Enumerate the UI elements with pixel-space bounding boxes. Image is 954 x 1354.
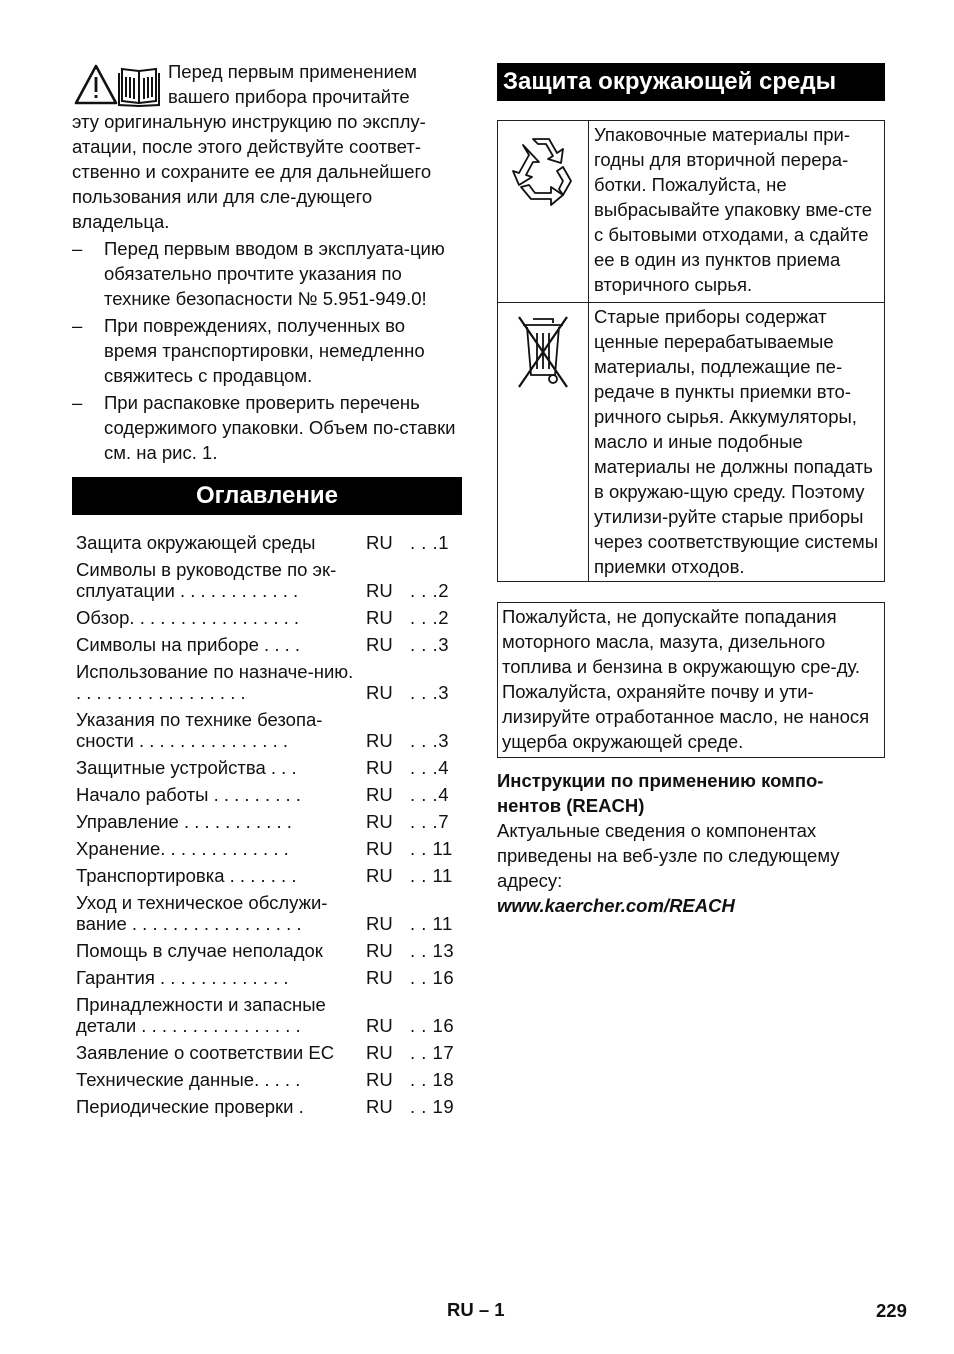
toc-entry-lang: RU bbox=[366, 967, 393, 988]
toc-entry-lang: RU bbox=[366, 757, 393, 778]
toc-entry[interactable] bbox=[72, 1093, 462, 1120]
toc-entry[interactable] bbox=[72, 781, 462, 808]
recycle-icon bbox=[505, 129, 581, 209]
toc-entry-title: Указания по технике безопа-сности . . . . . . . . . . . . . . . bbox=[76, 709, 323, 751]
toc-entry-title: Принадлежности и запасные детали . . . . . . . . . . . . . . . . bbox=[76, 994, 326, 1036]
toc-entry-lang: RU bbox=[366, 940, 393, 961]
reach-link[interactable]: www.kaercher.com/REACH bbox=[497, 895, 735, 916]
right-column bbox=[497, 63, 885, 918]
toc-entry-title: Защитные устройства . . . bbox=[76, 757, 297, 778]
bullet-item: – При распаковке проверить перечень содержимого упаковки. Объем по-ставки см. на рис. 1. bbox=[72, 390, 462, 465]
toc-entry-page: . . 11 bbox=[410, 838, 453, 859]
toc-entry-title: Гарантия . . . . . . . . . . . . . bbox=[76, 967, 289, 988]
toc-entry[interactable] bbox=[72, 964, 462, 991]
toc-entry-title: Уход и техническое обслужи-вание . . . . . . . . . . . . . . . . . bbox=[76, 892, 328, 934]
toc-entry-lang: RU bbox=[366, 1069, 393, 1090]
toc-entry-page: . . 11 bbox=[410, 865, 453, 886]
toc-entry-lang: RU bbox=[366, 730, 393, 751]
toc-entry-page: . . .4 bbox=[410, 757, 449, 778]
toc-entry[interactable] bbox=[72, 991, 462, 1039]
toc-entry-lang: RU bbox=[366, 811, 393, 832]
toc-entry-lang: RU bbox=[366, 532, 393, 553]
toc-entry[interactable] bbox=[72, 862, 462, 889]
toc-entry-page: . . .3 bbox=[410, 634, 449, 655]
intro-line-1: Перед первым применением bbox=[168, 61, 417, 82]
toc-entry-title: Символы на приборе . . . . bbox=[76, 634, 301, 655]
toc-entry-title: Заявление о соответствии ЕС bbox=[76, 1042, 335, 1063]
toc-entry-page: . . .4 bbox=[410, 784, 449, 805]
environment-row-disposal bbox=[498, 303, 885, 582]
toc-entry[interactable] bbox=[72, 937, 462, 964]
toc-entry-lang: RU bbox=[366, 1096, 393, 1117]
environment-table bbox=[497, 120, 885, 582]
footer-section-label: RU – 1 bbox=[447, 1299, 505, 1320]
bullet-item: – Перед первым вводом в эксплуата-цию обязательно прочтите указания по технике безопасности № 5.951-949.0! bbox=[72, 236, 462, 311]
toc-table bbox=[72, 529, 462, 1120]
toc-entry-page: . . .7 bbox=[410, 811, 449, 832]
toc-entry-page: . . 17 bbox=[410, 1042, 455, 1063]
toc-entry-title: Управление . . . . . . . . . . . bbox=[76, 811, 292, 832]
toc-entry-title: Начало работы . . . . . . . . . bbox=[76, 784, 301, 805]
toc-entry-lang: RU bbox=[366, 1042, 393, 1063]
environment-heading: Защита окружающей среды bbox=[497, 63, 885, 101]
toc-entry-page: . . .3 bbox=[410, 682, 449, 703]
bullet-list bbox=[72, 236, 462, 465]
toc-entry-page: . . 16 bbox=[410, 967, 455, 988]
toc-entry[interactable] bbox=[72, 556, 462, 604]
intro-text: эту оригинальную инструкцию по эксплу-атации, после этого действуйте соответ-ственно и сохраните ее для дальнейшего пользования или для сле-дующего владельца. bbox=[72, 111, 432, 232]
warning-manual-icons bbox=[74, 63, 160, 107]
toc-entry-page: . . 11 bbox=[410, 913, 453, 934]
manual-book-icon bbox=[119, 69, 159, 106]
toc-entry-lang: RU bbox=[366, 634, 393, 655]
toc-entry[interactable] bbox=[72, 835, 462, 862]
footer-page-number: 229 bbox=[876, 1300, 907, 1321]
toc-entry[interactable] bbox=[72, 631, 462, 658]
toc-entry-title: Хранение. . . . . . . . . . . . . bbox=[76, 838, 289, 859]
toc-entry-title: Помощь в случае неполадок bbox=[76, 940, 323, 961]
toc-entry-page: . . .3 bbox=[410, 730, 449, 751]
toc-entry[interactable] bbox=[72, 1039, 462, 1066]
bullet-item: – При повреждениях, полученных во время транспортировки, немедленно свяжитесь с продавцом. bbox=[72, 313, 462, 388]
toc-entry[interactable] bbox=[72, 604, 462, 631]
toc-entry-lang: RU bbox=[366, 913, 393, 934]
toc-entry-title: Символы в руководстве по эк-сплуатации . . . . . . . . . . . . bbox=[76, 559, 337, 601]
toc-entry-title: Транспортировка . . . . . . . bbox=[76, 865, 297, 886]
toc-entry-lang: RU bbox=[366, 1015, 393, 1036]
toc-entry-lang: RU bbox=[366, 682, 393, 703]
toc-heading: Оглавление bbox=[72, 477, 462, 515]
intro-line-2: вашего прибора прочитайте bbox=[168, 86, 410, 107]
toc-entry-page: . . 18 bbox=[410, 1069, 455, 1090]
toc-entry-page: . . .2 bbox=[410, 580, 449, 601]
intro-notice bbox=[72, 59, 462, 234]
toc-entry-lang: RU bbox=[366, 838, 393, 859]
toc-entry-page: . . 16 bbox=[410, 1015, 455, 1036]
warning-triangle-icon bbox=[76, 66, 116, 103]
toc-entry-lang: RU bbox=[366, 607, 393, 628]
toc-entry-lang: RU bbox=[366, 784, 393, 805]
toc-entry-title: Обзор. . . . . . . . . . . . . . . . . bbox=[76, 607, 300, 628]
toc-entry-page: . . .1 bbox=[410, 532, 449, 553]
reach-text: Актуальные сведения о компонентах приведены на веб-узле по следующему адресу: bbox=[497, 820, 840, 891]
toc-entry-page: . . 19 bbox=[410, 1096, 455, 1117]
toc-entry-page: . . .2 bbox=[410, 607, 449, 628]
toc-entry-title: Использование по назначе-нию. . . . . . . . . . . . . . . . . . bbox=[76, 661, 354, 703]
toc-entry[interactable] bbox=[72, 889, 462, 937]
toc-entry[interactable] bbox=[72, 754, 462, 781]
crossed-bin-icon bbox=[515, 311, 571, 391]
recycle-text: Упаковочные материалы при-годны для вторичной перера-ботки. Пожалуйста, не выбрасывайте упаковку вме-сте с бытовыми отходами, а сдайте ее в один из пунктов приема вторичного сырья. bbox=[589, 121, 885, 303]
toc-entry-title: Периодические проверки . bbox=[76, 1096, 304, 1117]
reach-heading: Инструкции по применению компо-нентов (REACH) bbox=[497, 770, 824, 816]
toc-entry-lang: RU bbox=[366, 865, 393, 886]
toc-entry[interactable] bbox=[72, 808, 462, 835]
toc-entry[interactable] bbox=[72, 529, 462, 556]
toc-entry[interactable] bbox=[72, 658, 462, 706]
oil-note-box: Пожалуйста, не допускайте попадания моторного масла, мазута, дизельного топлива и бензина в окружающую сре-ду. Пожалуйста, охраняйте почву и ути-лизируйте отработанное масло, не нанося ущерба окружающей среде. bbox=[497, 602, 885, 758]
environment-row-recycle bbox=[498, 121, 885, 303]
toc-entry[interactable] bbox=[72, 706, 462, 754]
disposal-text: Старые приборы содержат ценные перерабатываемые материалы, подлежащие пе-редаче в пункты приемки вто-ричного сырья. Аккумуляторы, масло и иные подобные материалы не должны попадать в окружаю-щую среду. Поэтому утилизи-руйте старые приборы через соответствующие системы приемки отходов. bbox=[589, 303, 885, 582]
toc-entry-page: . . 13 bbox=[410, 940, 455, 961]
toc-entry[interactable] bbox=[72, 1066, 462, 1093]
left-column bbox=[72, 59, 462, 1120]
toc-entry-title: Технические данные. . . . . bbox=[76, 1069, 301, 1090]
toc-entry-lang: RU bbox=[366, 580, 393, 601]
toc-entry-title: Защита окружающей среды bbox=[76, 532, 316, 553]
